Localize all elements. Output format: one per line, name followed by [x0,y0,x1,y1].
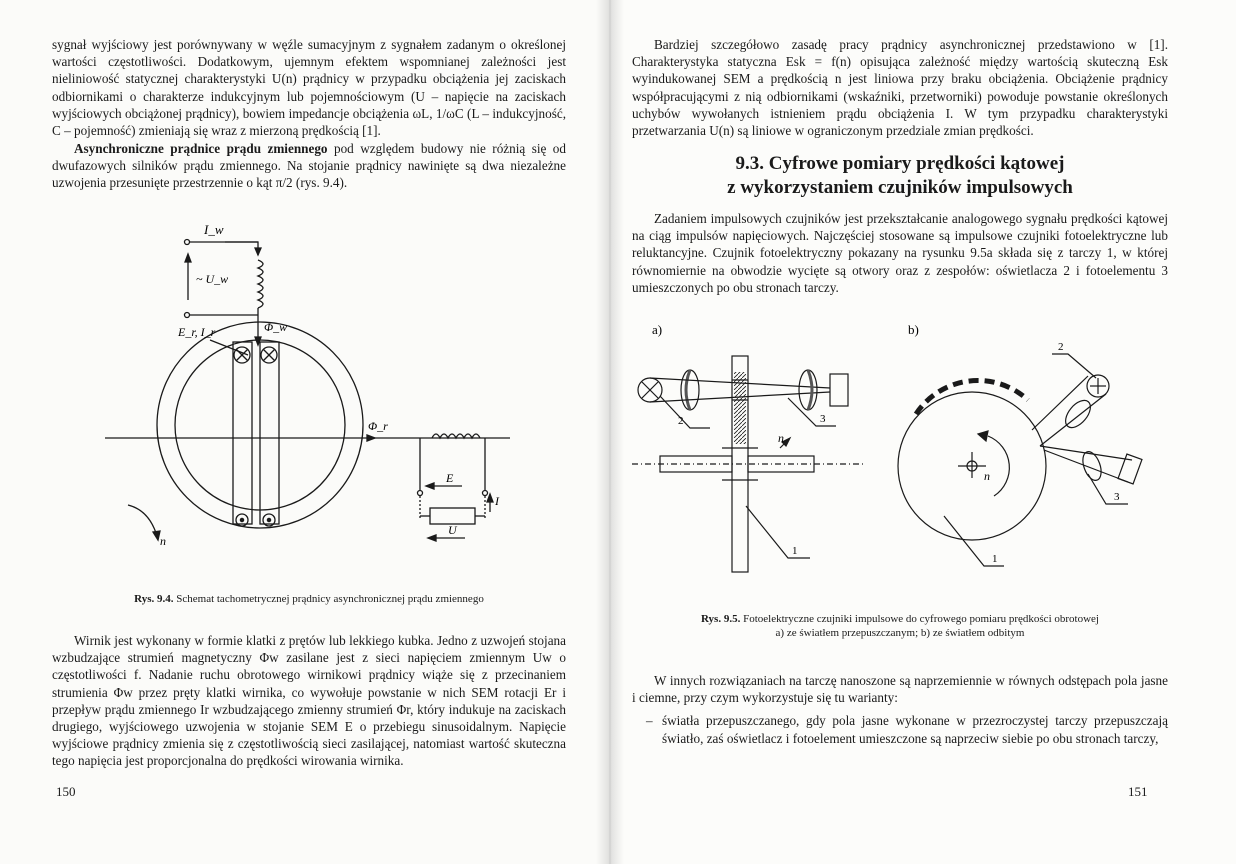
fig-b-label: b) [908,322,919,337]
right-para-3 [632,672,1168,747]
right-para-1 [632,36,1168,139]
fig-9-4-caption-rest: Schemat tachometrycznej prądnicy asynchronicznej prądu zmiennego [173,593,484,605]
right-page [612,0,1236,864]
left-page [0,0,612,864]
left-page-number: 150 [56,784,76,799]
label-e: E [446,471,454,485]
terminal-top [185,240,190,245]
rotor-bar-right [260,342,279,524]
fig-9-5-caption-rest: Fotoelektryczne czujniki impulsowe do cyfrowego pomiaru prędkości obrotowej [740,613,1099,625]
fig-9-5-caption-line-2: a) ze światłem przepuszczanym; b) ze światłem odbitym [775,627,1025,639]
fig-b-num-2: 2 [1058,341,1064,353]
disk-b-marks [916,380,1028,414]
label-n: n [160,534,166,548]
label-iw: I_w [204,222,224,237]
fig-9-5-caption-bold: Rys. 9.5. [701,613,741,625]
left-para-1-text: sygnał wyjściowy jest porównywany w węźle sumacyjnym z sygnałem zadanym o określonej wartości częstotliwości. Dodatkowym, ujemnym efektem wspomnianej zależności jest nieliniowość statycznej charakterystyki U(n) prądnicy w przypadku obciążenia jej zaciskach odbiornikami o charakterze indukcyjnym lub pojemnościowym (U – napięcie na zaciskach wyjściowych obciążonej prądnicy), bowiem impedancje obciążenia ωL, 1/ωC (L – indukcyjność, C – pojemność) zmieniają się wraz z mierzoną prędkością [1]. [52,37,566,139]
figure-9-5b [892,318,1172,588]
right-para-1-text: Bardziej szczegółowo zasadę pracy prądnicy asynchronicznej przedstawiono w [1]. Charakterystyka statyczna Esk = f(n) opisująca zależność między wartością skuteczną Esk wyindukowanej SEM a prędkością n jest liniowa przy braku obciążenia. Obciążenie prądnicy współpracującymi z nią odbiornikami (wskaźniki, przetworniki) powoduje powstanie określonych uchybów wywołanych istnieniem prądu obciążenia I. W tym przypadku charakterystyki przetwarzania U(n) są liniowe w ograniczonym przedziale zmian prędkości. [632,37,1168,139]
rotor-bar-left [233,342,252,524]
right-page-number: 151 [1128,784,1148,799]
right-para-3-text: W innych rozwiązaniach na tarczę nanoszone są naprzemiennie w równych odstępach pola jasne i ciemne, przy czym wykorzystuje się tu warianty: [632,673,1168,706]
right-para-2-text: Zadaniem impulsowych czujników jest przekształcanie analogowego sygnału prędkości kątowej na ciąg impulsów napięciowych. Najczęściej stosowane są impulsowe czujniki fotoelektryczne lub reluktancyjne. Czujnik fotoelektryczny pokazany na rysunku 9.5a składa się z tarczy 1, w której równomiernie na obwodzie wycięte są otwory oraz z zespołów: oświetlacza 2 i fotoelementu 3 umieszczonych po obu stronach tarczy. [632,211,1168,295]
fig-a-num-2: 2 [678,415,684,427]
left-para-2-rest: pod względem budowy nie różnią się od dwufazowych silników prądu zmiennego. Na stojanie prądnicy nawinięte są dwa niezależne uzwojenia przesunięte przestrzennie o kąt π/2 (rys. 9.4). [52,141,566,191]
label-phir: Φ_r [368,419,388,433]
fig-9-4-caption-bold: Rys. 9.4. [134,593,174,605]
output-coil [432,434,480,438]
fig-a-num-3: 3 [820,413,826,425]
left-para-3 [52,632,566,770]
figure-9-4 [100,220,520,570]
lens-b1 [1061,396,1095,432]
label-phiw: Φ_w [264,320,288,334]
variant-list [632,712,1168,746]
section-heading-line-2: z wykorzystaniem czujników impulsowych [727,177,1073,198]
lens-left-a [681,370,699,410]
fig-b-num-1: 1 [992,553,998,565]
label-i: I [495,494,499,508]
fig-9-4-caption [52,592,566,606]
figure-9-5a [630,318,880,588]
fig-a-n: n [778,431,784,445]
label-uw: ~ U_w [196,272,229,286]
label-er-ir: E_r, I_r [178,325,216,339]
label-u: U [448,523,457,537]
load-resistor [430,508,475,524]
left-para-1 [52,36,566,139]
right-para-2 [632,210,1168,296]
excitation-coil [258,260,263,308]
variant-list-item-1: – światła przepuszczanego, gdy pola jasne wykonane w przezroczystej tarczy przepuszczają światło, zaś oświetlacz i fotoelement umieszczone są naprzeciw siebie po obu stronach tarczy, [632,712,1168,746]
left-para-2 [52,140,566,192]
fig-9-5-caption [632,612,1168,640]
fig-b-num-3: 3 [1114,491,1120,503]
fig-a-label: a) [652,322,663,337]
photocell-a [830,374,848,406]
book-gutter [596,0,624,864]
left-para-3-text: Wirnik jest wykonany w formie klatki z prętów lub lekkiego kubka. Jedno z uzwojeń stojana wzbudzające strumień magnetyczny Φw zasilane jest z sieci napięciem zmiennym Uw o częstotliwości f. Nadanie ruchu obrotowego wirnikowi prądnicy wiąże się z przecinaniem strumienia Φw przez pręty klatki wirnika, co wywołuje powstanie w nich SEM rotacji Er i przepływ prądu zmiennego Ir wzbudzającego zmienny strumień Φr, który indukuje na zaciskach drugiego, wyjściowego uzwojenia w stojanie SEM E o przebiegu sinusoidalnym. Napięcie wyjściowe prądnicy zmienia się z częstotliwością sieci zasilającej, natomiast wartość skuteczna tego napięcia jest proporcjonalna do prędkości wirowania wirnika. [52,633,566,769]
section-heading [632,152,1168,200]
fig-b-n: n [984,469,990,483]
left-para-2-bold: Asynchroniczne prądnice prądu zmiennego [74,141,328,156]
section-heading-line-1: 9.3. Cyfrowe pomiary prędkości kątowej [735,153,1065,174]
fig-a-num-1: 1 [792,545,798,557]
lens-right-a [799,370,817,410]
